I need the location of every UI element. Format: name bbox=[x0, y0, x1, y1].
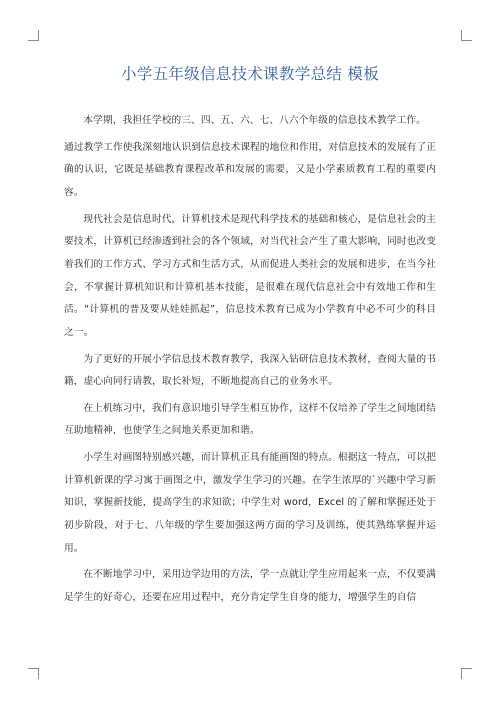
crop-mark-bottom-left bbox=[28, 668, 39, 679]
document-body bbox=[64, 110, 436, 614]
paragraph-3: 现代社会是信息时代，计算机技术是现代科学技术的基础和核心，是信息社会的主要技术，计算机已经渗透到社会的各个领域，对当代社会产生了重大影响，同时也改变着我们的工作方式、学习方式和生活方式，从而促进人类社会的发展和进步，在当今社会，不掌握计算机知识和计算机基本技能，是很难在现代信息社会中有效地工作和生活。“计算机的普及要从娃娃抓起”，信息技术教育已成为小学教育中必不可少的科目之一。 bbox=[64, 213, 436, 338]
paragraph-1: 本学期，我担任学校的三、四、五、六、七、八六个年级的信息技术教学工作。 bbox=[83, 115, 426, 126]
document-title: 小学五年级信息技术课教学总结 模板 bbox=[120, 65, 380, 83]
crop-mark-top-left bbox=[28, 30, 39, 41]
paragraph-5: 在上机练习中，我们有意识地引导学生相互协作，这样不仅培养了学生之间地团结互助地精神，也使学生之间地关系更加和谐。 bbox=[64, 402, 436, 437]
paragraph-2: 通过教学工作使我深刻地认识到信息技术课程的地位和作用，对信息技术的发展有了正确的认识，它既是基础教育课程改革和发展的需要，又是小学素质教育工程的重要内容。 bbox=[64, 141, 436, 198]
paragraph-7: 在不断地学习中，采用边学边用的方法，学一点就让学生应用起来一点，不仅要满足学生的好奇心，还要在应用过程中，充分肯定学生自身的能力，增强学生的自信 bbox=[64, 569, 436, 603]
paragraph-6: 小学生对画图特别感兴趣，而计算机正具有能画图的特点。根据这一特点，可以把计算机新课的学习寓于画图之中，激发学生学习的兴趣。在学生浓厚的`兴趣中学习新知识，掌握新技能，提高学生的求知欲；中学生对 word，Excel 的了解和掌握还处于初步阶段，对于七、八年级的学生要加强这两方面的学习及训练，使其熟练掌握并运用。 bbox=[64, 452, 436, 554]
crop-mark-bottom-right bbox=[461, 668, 472, 679]
crop-mark-top-right bbox=[461, 30, 472, 41]
paragraph-4: 为了更好的开展小学信息技术教育教学，我深入钻研信息技术教材，查阅大量的书籍，虚心向同行请教，取长补短，不断地提高自己的业务水平。 bbox=[64, 353, 436, 388]
